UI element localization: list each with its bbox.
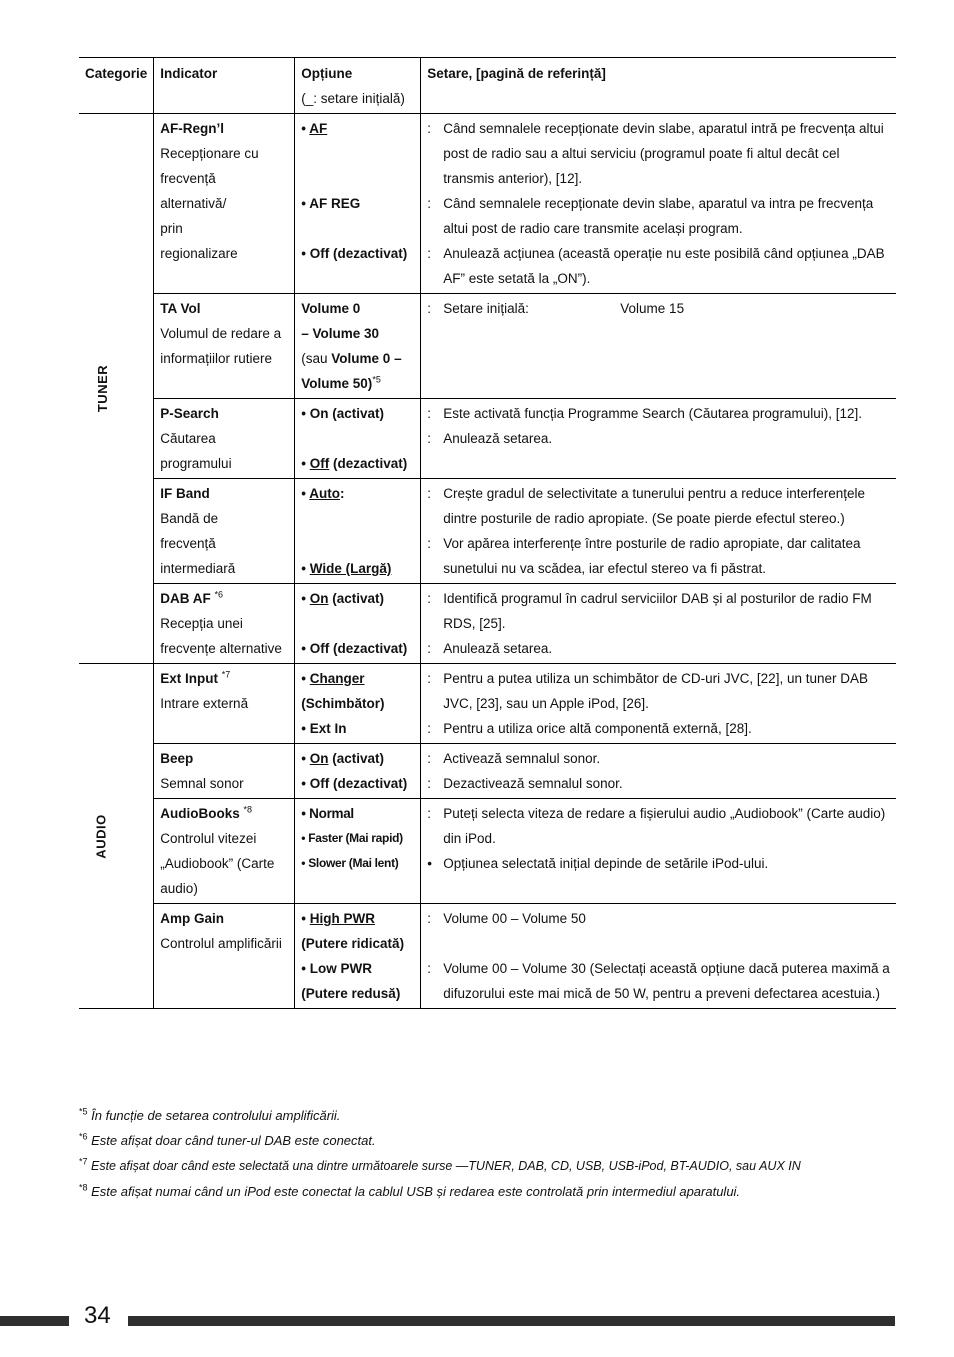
setting-cell: : Când semnalele recepționate devin slabe, aparatul intră pe frecvența altui post de radio sau a altui serviciu (programul poate fi altul decât cel transmis anterior), [12]. : Când semnalele recepționate devin slabe, aparatul va intra pe frecvența altui post de radio care transmite același program. : Anulează acțiunea (această operație nu este posibilă când opțiunea „DAB AF” este setată la „ON”). (421, 114, 896, 294)
option-cell: • Changer (Schimbător) • Ext In (295, 664, 421, 744)
header-indicator: Indicator (154, 58, 295, 114)
indicator-cell: P-Search Căutarea programului (154, 399, 295, 479)
header-categorie: Categorie (79, 58, 154, 114)
table-row-ampgain (79, 904, 896, 1009)
table-row-tavol (79, 294, 896, 399)
option-cell: • AF • AF REG • Off (dezactivat) (295, 114, 421, 294)
setting-cell: : Puteți selecta viteza de redare a fișierului audio „Audiobook” (Carte audio) din iPod. • Opțiunea selectată inițial depinde de setările iPod-ului. (421, 799, 896, 904)
page-number: 34 (84, 1302, 111, 1329)
indicator-cell: AF-Regn’l Recepționare cu frecvență alternativă/ prin regionalizare (154, 114, 295, 294)
table-header (79, 58, 896, 114)
indicator-cell: Amp Gain Controlul amplificării (154, 904, 295, 1009)
setting-cell: : Identifică programul în cadrul serviciilor DAB și al posturilor de radio FM RDS, [25]. : Anulează setarea. (421, 584, 896, 664)
footer-bar-right (128, 1316, 895, 1326)
table-row-af (79, 114, 896, 294)
indicator-cell: Beep Semnal sonor (154, 744, 295, 799)
table-row-dabaf (79, 584, 896, 664)
setting-cell: : Crește gradul de selectivitate a tunerului pentru a reduce interferențele dintre posturile de radio apropiate. (Se poate pierde efectul stereo.) : Vor apărea interferențe între posturile de radio apropiate, dar calitatea sunetului nu va scădea, iar efectul stereo va fi păstrat. (421, 479, 896, 584)
indicator-cell: DAB AF $^{*6}$ Recepția unei frecvențe alternative (154, 584, 295, 664)
category-tuner: TUNER (79, 114, 154, 664)
option-cell: • On (activat) • Off (dezactivat) (295, 584, 421, 664)
setting-cell: : Este activată funcția Programme Search (Căutarea programului), [12]. : Anulează setarea. (421, 399, 896, 479)
header-optiune: Opțiune (_: setare inițială) (295, 58, 421, 114)
category-audio: AUDIO (79, 664, 154, 1009)
table-row-psearch (79, 399, 896, 479)
indicator-cell: Ext Input $^{*7}$ Intrare externă (154, 664, 295, 744)
table-row-beep (79, 744, 896, 799)
footnotes (79, 1103, 801, 1204)
option-cell: • Normal • Faster (Mai rapid) • Slower (Mai lent) (295, 799, 421, 904)
option-cell: • High PWR (Putere ridicată) • Low PWR (Putere redusă) (295, 904, 421, 1009)
header-setare: Setare, [pagină de referință] (421, 58, 896, 114)
indicator-cell: AudioBooks $^{*8}$ Controlul vitezei „Audiobook” (Carte audio) (154, 799, 295, 904)
setting-cell: : Setare inițială: Volume 15 (421, 294, 896, 399)
option-cell: • On (activat) • Off (dezactivat) (295, 399, 421, 479)
footnote: $^{*8}$ Este afișat numai când un iPod este conectat la cablul USB și redarea este controlată prin intermediul aparatului. (79, 1182, 741, 1199)
footnote: $^{*7}$ Este afișat doar când este selectată una dintre următoarele surse —TUNER, DAB, CD, USB, USB-iPod, BT-AUDIO, sau AUX IN (79, 1156, 801, 1173)
indicator-cell: TA Vol Volumul de redare a informațiilor rutiere (154, 294, 295, 399)
footnote: $^{*5}$ În funcție de setarea controlului amplificării. (79, 1106, 341, 1123)
indicator-cell: IF Band Bandă de frecvență intermediară (154, 479, 295, 584)
option-cell: • Auto: • Wide (Largă) (295, 479, 421, 584)
setting-cell: : Activează semnalul sonor. : Dezactivează semnalul sonor. (421, 744, 896, 799)
option-cell: Volume 0 – Volume 30 (sau Volume 0 – Volume 50)$^{*5}$ (295, 294, 421, 399)
footer-bar-left (0, 1316, 69, 1326)
table-row-audiobooks (79, 799, 896, 904)
table-row-ifband (79, 479, 896, 584)
setting-cell: : Volume 00 – Volume 50 : Volume 00 – Volume 30 (Selectați această opțiune dacă puterea maximă a difuzorului este mai mică de 50 W, pentru a preveni defectarea acestuia.) (421, 904, 896, 1009)
option-cell: • On (activat) • Off (dezactivat) (295, 744, 421, 799)
setting-cell: : Pentru a putea utiliza un schimbător de CD-uri JVC, [22], un tuner DAB JVC, [23], sau un Apple iPod, [26]. : Pentru a utiliza orice altă componentă externă, [28]. (421, 664, 896, 744)
header-optiune-sub: (_: setare inițială) (301, 91, 405, 106)
footnote: $^{*6}$ Este afișat doar când tuner-ul DAB este conectat. (79, 1131, 376, 1148)
table-row-extinput (79, 664, 896, 744)
settings-table (79, 57, 896, 1009)
